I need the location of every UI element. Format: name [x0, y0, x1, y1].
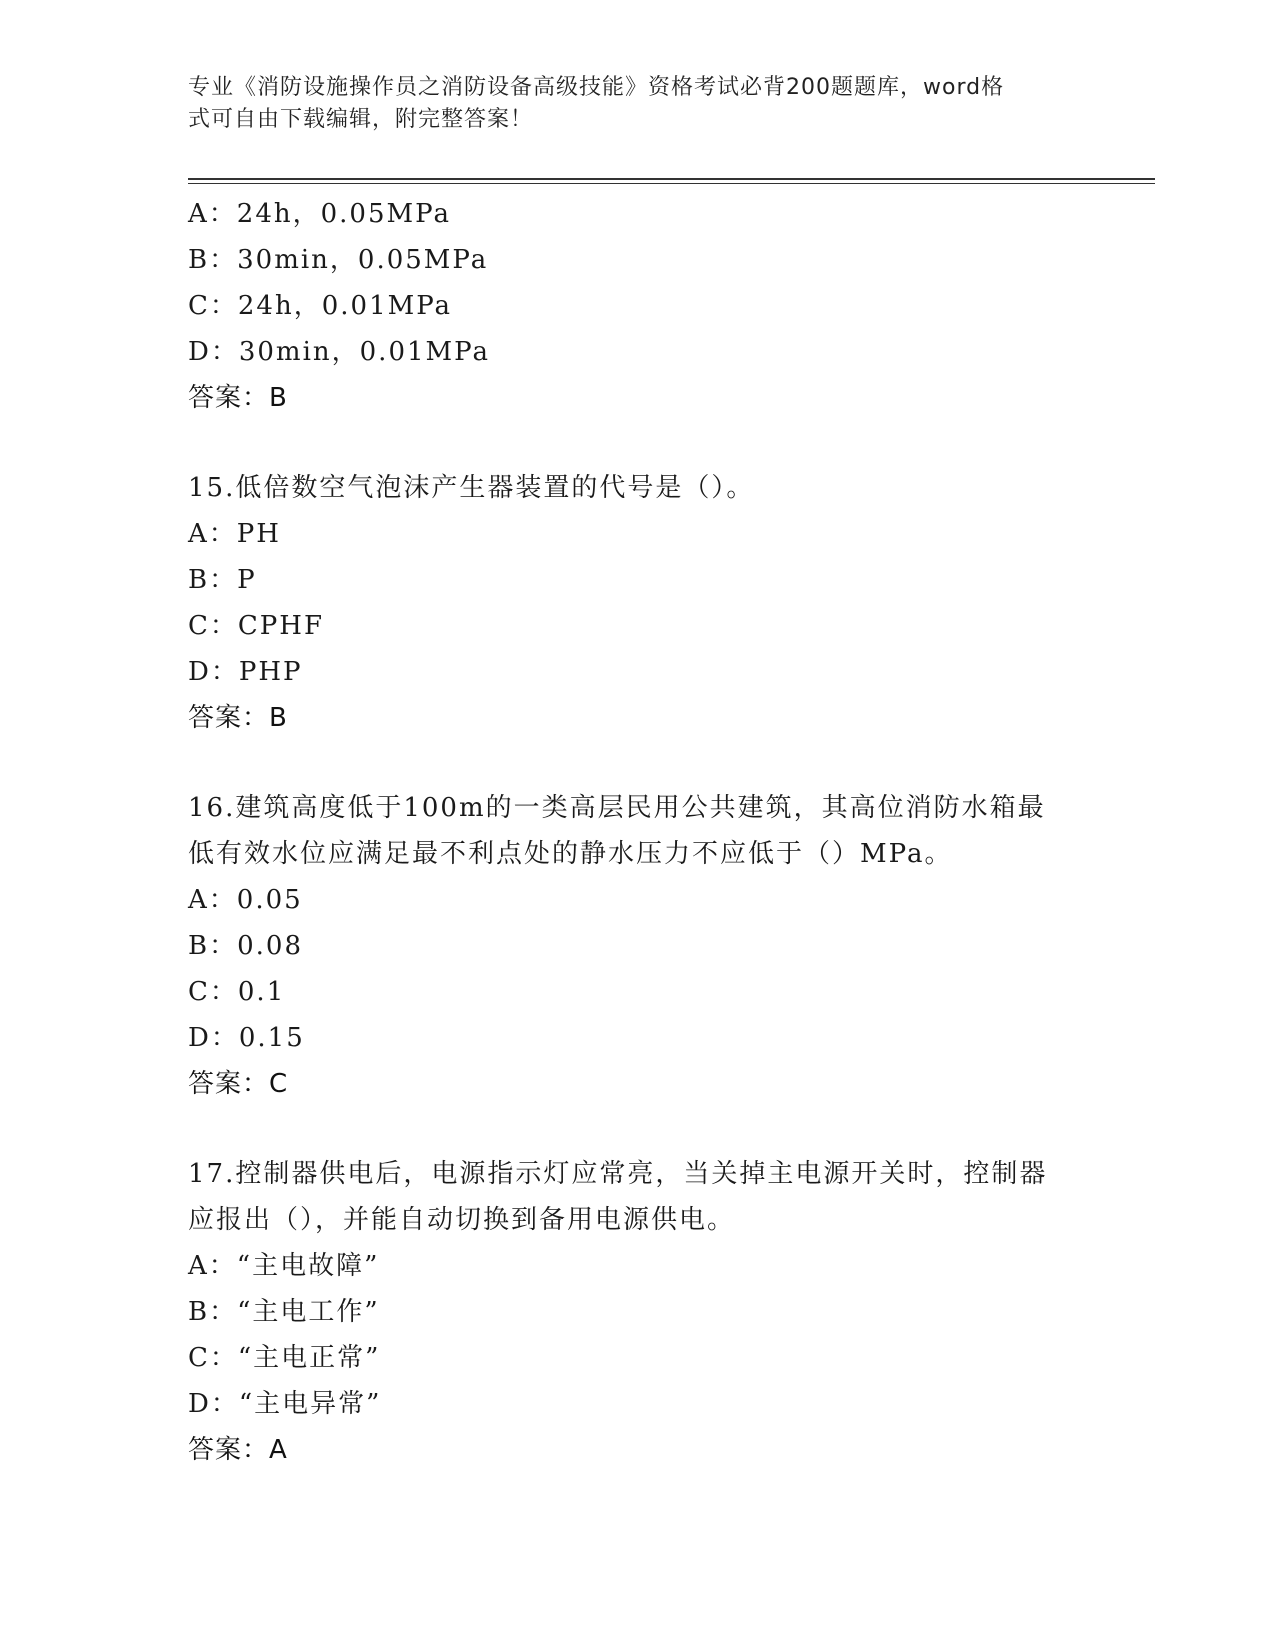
- option-b: B：P: [188, 565, 257, 595]
- question-stem-line-2: 应报出（），并能自动切换到备用电源供电。: [188, 1205, 736, 1235]
- option-d: D：30min，0.01MPa: [188, 337, 490, 367]
- option-d: D：0.15: [188, 1023, 305, 1053]
- option-c: C：“主电正常”: [188, 1343, 381, 1373]
- option-a: A：PH: [188, 519, 281, 549]
- header-divider-thick: [188, 178, 1155, 180]
- option-a: A：0.05: [188, 885, 303, 915]
- spacer: [188, 421, 1088, 465]
- option-d: D：PHP: [188, 657, 303, 687]
- answer-line: 答案：B: [188, 703, 288, 733]
- document-header: [188, 72, 1078, 136]
- option-d: D：“主电异常”: [188, 1389, 382, 1419]
- question-stem-line-1: 16.建筑高度低于100m的一类高层民用公共建筑，其高位消防水箱最: [188, 793, 1046, 823]
- option-b: B：0.08: [188, 931, 303, 961]
- header-line-2: 式可自由下载编辑，附完整答案！: [188, 107, 534, 132]
- answer-line: 答案：B: [188, 383, 288, 413]
- question-list: [188, 191, 1088, 1473]
- question-block-15: [188, 465, 1088, 741]
- option-a: A：“主电故障”: [188, 1251, 380, 1281]
- question-block-16: [188, 785, 1088, 1107]
- option-b: B：“主电工作”: [188, 1297, 380, 1327]
- option-b: B：30min，0.05MPa: [188, 245, 489, 275]
- option-c: C：0.1: [188, 977, 286, 1007]
- option-c: C：CPHF: [188, 611, 324, 641]
- header-line-1: 专业《消防设施操作员之消防设备高级技能》资格考试必背200题题库，word格: [188, 75, 1005, 100]
- question-block-continued: [188, 191, 1088, 421]
- question-stem-line-2: 低有效水位应满足最不利点处的静水压力不应低于（）MPa。: [188, 839, 953, 869]
- question-block-17: [188, 1151, 1088, 1473]
- question-stem-line-1: 17.控制器供电后，电源指示灯应常亮，当关掉主电源开关时，控制器: [188, 1159, 1048, 1189]
- spacer: [188, 741, 1088, 785]
- option-a: A：24h，0.05MPa: [188, 199, 451, 229]
- answer-line: 答案：C: [188, 1069, 289, 1099]
- header-divider-thin: [188, 183, 1155, 184]
- spacer: [188, 1107, 1088, 1151]
- option-c: C：24h，0.01MPa: [188, 291, 453, 321]
- question-stem: 15.低倍数空气泡沫产生器装置的代号是（）。: [188, 473, 755, 503]
- answer-line: 答案：A: [188, 1435, 288, 1465]
